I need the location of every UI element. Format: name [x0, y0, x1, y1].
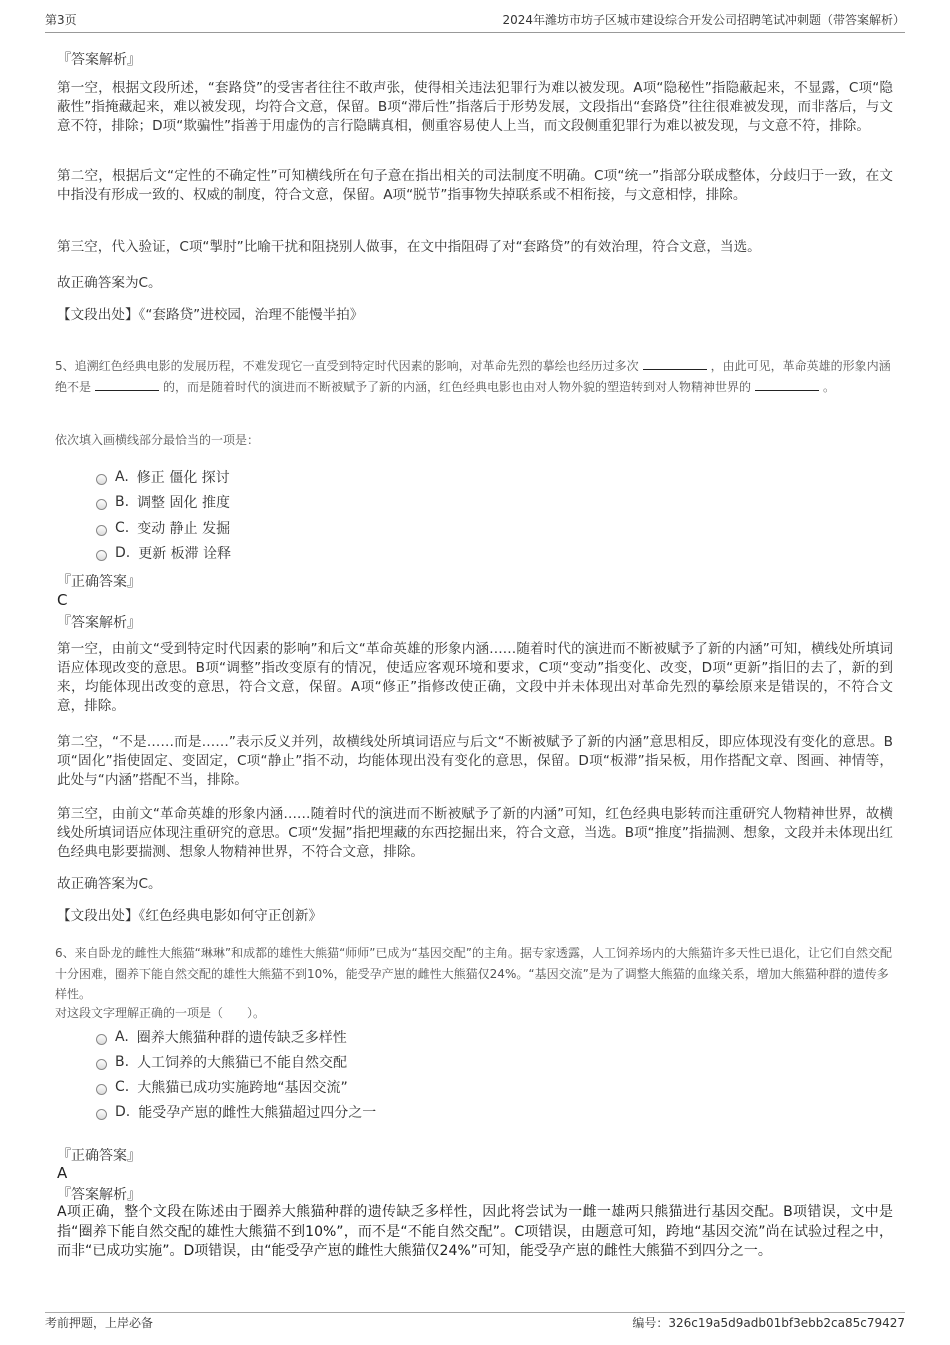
header-divider	[45, 32, 905, 33]
page-number: 第3页	[45, 13, 77, 27]
option-b[interactable]	[96, 1052, 347, 1072]
analysis-paragraph: 第一空，由前文“受到特定时代因素的影响”和后文“革命英雄的形象内涵……随着时代的演进而不断被赋予了新的内涵”可知，横线处所填词语应体现改变的意思。B项“调整”指改变原有的情况，使适应客观环境和要求，C项“变动”指变化、改变，D项“更新”指旧的去了，新的到来，均能体现出改变的意思，符合文意，保留。A项“修正”指修改使正确，文段中并未体现出对革命先烈的摹绘原来是错误的，不符合文意，排除。	[57, 641, 893, 714]
blank	[755, 378, 819, 391]
option-a[interactable]	[96, 1027, 347, 1047]
option-letter: A.	[115, 1029, 129, 1045]
question-5-prompt: 依次填入画横线部分最恰当的一项是：	[55, 433, 260, 447]
option-text: 圈养大熊猫种群的遗传缺乏多样性	[136, 1030, 347, 1046]
question-6-stem: 6、来自卧龙的雌性大熊猫“琳琳”和成都的雄性大熊猫“师师”已成为“基因交配”的主角。据专家透露，人工饲养场内的大熊猫许多天性已退化，让它们自然交配十分困难，圈养下能自然交配的雄性大熊猫不到10%，能受孕产崽的雌性大熊猫仅24%。“基因交流”是为了调整大熊猫的血缘关系，增加大熊猫种群的遗传多样性。	[55, 946, 892, 1001]
option-text: 修正 僵化 探讨	[136, 470, 230, 486]
option-text: 调整 固化 推度	[137, 495, 230, 511]
analysis-paragraph: 第三空，由前文“革命英雄的形象内涵……随着时代的演进而不断被赋予了新的内涵”可知，红色经典电影转而注重研究人物精神世界，故横线处所填词语应体现注重研究的意思。C项“发掘”指把埋藏的东西挖掘出来，符合文意，当选。B项“推度”指揣测、想象，文段并未体现出红色经典电影要揣测、想象人物精神世界，不符合文意，排除。	[57, 806, 893, 860]
source: 【文段出处】《“套路贷”进校园，治理不能慢半拍》	[57, 307, 364, 323]
radio-icon[interactable]	[96, 1084, 107, 1095]
option-letter: B.	[115, 1054, 130, 1070]
source: 【文段出处】《红色经典电影如何守正创新》	[57, 908, 323, 924]
cut-off-next-question	[57, 1293, 893, 1299]
stem-text: ，由此可见，革命英雄的形象内涵绝不是	[55, 359, 891, 394]
analysis-label: 『答案解析』	[57, 52, 141, 68]
option-letter: C.	[115, 520, 130, 536]
correct-answer: A	[57, 1164, 68, 1182]
option-text: 人工饲养的大熊猫已不能自然交配	[137, 1055, 348, 1071]
analysis-label: 『答案解析』	[57, 1187, 141, 1203]
blank	[95, 378, 159, 391]
option-letter: C.	[115, 1079, 130, 1095]
option-letter: A.	[115, 469, 129, 485]
radio-icon[interactable]	[96, 1034, 107, 1045]
stem-text: 5、追溯红色经典电影的发展历程，不难发现它一直受到特定时代因素的影响，对革命先烈的摹绘也经历过多次	[55, 359, 639, 373]
footer-divider	[45, 1312, 905, 1313]
stem-text: 的，而是随着时代的演进而不断被赋予了新的内涵，红色经典电影也由对人物外貌的塑造转到对人物精神世界的	[163, 379, 752, 394]
radio-icon[interactable]	[96, 499, 107, 510]
footer-slogan: 考前押题，上岸必备	[45, 1316, 154, 1330]
option-text: 更新 板滞 诠释	[138, 546, 232, 562]
blank	[643, 357, 707, 370]
analysis-label: 『答案解析』	[57, 615, 141, 631]
stem-text: 。	[823, 379, 836, 394]
radio-icon[interactable]	[96, 474, 107, 485]
option-text: 变动 静止 发掘	[137, 521, 231, 537]
option-d[interactable]	[96, 543, 231, 563]
radio-icon[interactable]	[96, 1059, 107, 1070]
correct-answer-label: 『正确答案』	[57, 574, 141, 590]
option-c[interactable]	[96, 518, 230, 538]
document-id: 编号：326c19a5d9adb01bf3ebb2ca85c79427	[632, 1316, 905, 1330]
analysis-paragraph: A项正确，整个文段在陈述由于圈养大熊猫种群的遗传缺乏多样性，因此将尝试为一雌一雄两只熊猫进行基因交配。B项错误，文中是指“圈养下能自然交配的雄性大熊猫不到10%”，而不是“不能自然交配”。C项错误，由题意可知，跨地“基因交流”尚在试验过程之中，而非“已成功实施”。D项错误，由“能受孕产崽的雌性大熊猫仅24%”可知，能受孕产崽的雌性大熊猫不到四分之一。	[57, 1204, 893, 1259]
question-5-stem	[55, 356, 897, 397]
radio-icon[interactable]	[96, 1109, 107, 1120]
document-title: 2024年潍坊市坊子区城市建设综合开发公司招聘笔试冲刺题（带答案解析）	[502, 13, 905, 27]
correct-answer: C	[57, 591, 68, 609]
correct-answer-label: 『正确答案』	[57, 1148, 141, 1164]
question-6-prompt: 对这段文字理解正确的一项是（ ）。	[55, 1006, 266, 1020]
option-letter: B.	[115, 494, 130, 510]
option-d[interactable]	[96, 1102, 376, 1122]
option-letter: D.	[115, 545, 131, 561]
option-c[interactable]	[96, 1077, 348, 1097]
conclusion: 故正确答案为C。	[57, 275, 162, 291]
conclusion: 故正确答案为C。	[57, 876, 162, 892]
option-text: 大熊猫已成功实施跨地“基因交流”	[137, 1080, 348, 1096]
radio-icon[interactable]	[96, 550, 107, 561]
analysis-paragraph: 第三空，代入验证，C项“掣肘”比喻干扰和阻挠别人做事，在文中指阻碍了对“套路贷”的有效治理，符合文意，当选。	[57, 239, 761, 255]
analysis-paragraph: 第一空，根据文段所述，“套路贷”的受害者往往不敢声张，使得相关违法犯罪行为难以被发现。A项“隐秘性”指隐蔽起来，不显露，C项“隐蔽性”指掩藏起来，难以被发现，均符合文意，保留。B项“滞后性”指落后于形势发展，文段指出“套路贷”往往很难被发现，而非落后，与文意不符，排除；D项“欺骗性”指善于用虚伪的言行隐瞒真相，侧重容易使人上当，而文段侧重犯罪行为难以被发现，与文意不符，排除。	[57, 80, 893, 134]
option-a[interactable]	[96, 467, 230, 487]
option-letter: D.	[115, 1104, 131, 1120]
option-b[interactable]	[96, 492, 230, 512]
analysis-paragraph: 第二空，“不是……而是……”表示反义并列，故横线处所填词语应与后文“不断被赋予了新的内涵”意思相反，即应体现没有变化的意思。B项“固化”指使固定、变固定，C项“静止”指不动，均能体现出没有变化的意思，保留。D项“板滞”指呆板，用作搭配文章、图画、神情等，此处与“内涵”搭配不当，排除。	[57, 734, 893, 788]
radio-icon[interactable]	[96, 525, 107, 536]
analysis-paragraph: 第二空，根据后文“定性的不确定性”可知横线所在句子意在指出相关的司法制度不明确。C项“统一”指部分联成整体，分歧归于一致，在文中指没有形成一致的、权威的制度，符合文意，保留。A项“脱节”指事物失掉联系或不相衔接，与文意相悖，排除。	[57, 168, 893, 203]
option-text: 能受孕产崽的雌性大熊猫超过四分之一	[138, 1105, 377, 1121]
